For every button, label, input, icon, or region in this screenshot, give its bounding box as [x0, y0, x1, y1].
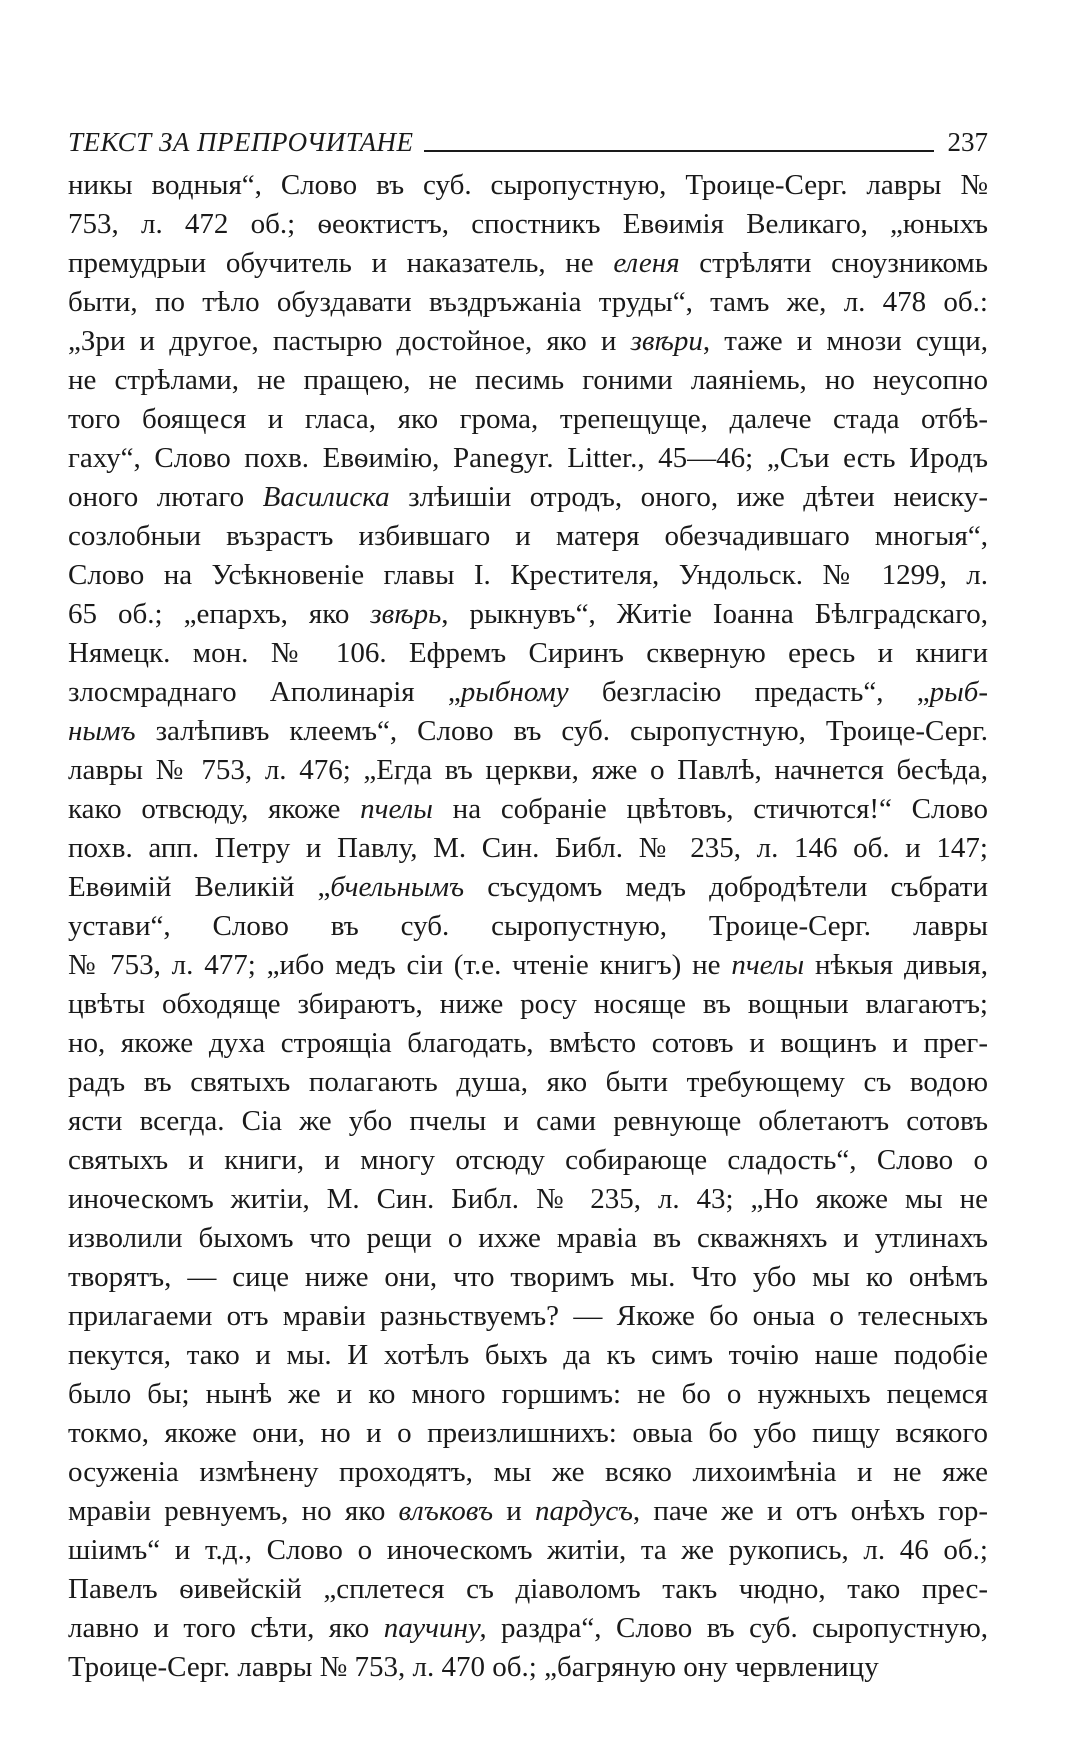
italic-word: Василиска	[262, 481, 390, 513]
text-segment: быти, по тѣло обуздавати въздръжаніа труды“, тамъ же, л. 478 об.:	[68, 286, 988, 318]
text-line	[68, 400, 988, 439]
text-line	[68, 244, 988, 283]
text-segment: 753, л. 472 об.; ѳеоктистъ, спостникъ Евѳимія Великаго, „юныхъ	[68, 208, 988, 240]
text-line	[68, 790, 988, 829]
text-segment: како отвсюду, якоже	[68, 793, 361, 825]
text-segment: Троице-Серг. лавры № 753, л. 470 об.; „багряную ону червленицу	[68, 1651, 879, 1683]
text-line	[68, 1492, 988, 1531]
text-line	[68, 322, 988, 361]
text-segment: 65 об.; „епархъ, яко	[68, 598, 371, 630]
body-text	[68, 166, 988, 1687]
text-segment: , таже и мнози сущи,	[702, 325, 988, 357]
running-title: ТЕКСТ ЗА ПРЕПРОЧИТАНЕ	[68, 127, 414, 157]
text-segment: безгласію предасть“, „	[568, 676, 930, 708]
running-header	[68, 116, 988, 158]
page-number: 237	[947, 127, 988, 157]
text-line	[68, 1609, 988, 1648]
text-line	[68, 1570, 988, 1609]
text-segment: не стрѣлами, не пращею, не песимь гоними лаяніемь, но неусопно	[68, 364, 988, 396]
text-segment: прилагаеми отъ мравіи разньствуемъ? — Якоже бо оныа о телесныхъ	[68, 1300, 988, 1332]
text-segment: ясти всегда. Сіа же убо пчелы и сами ревнующе облетаютъ сотовъ	[68, 1105, 988, 1137]
text-line	[68, 1531, 988, 1570]
text-segment: иноческомъ житіи, М. Син. Библ. № 235, л. 43; „Но якоже мы не	[68, 1183, 988, 1215]
italic-word: звѣри	[630, 325, 703, 357]
text-segment: злѣишіи отродъ, оного, иже дѣтеи неиску-	[389, 481, 988, 513]
text-line	[68, 1024, 988, 1063]
italic-word: еленя	[613, 247, 680, 279]
text-segment: токмо, якоже они, но и о преизлишнихъ: овыа бо убо пищу всякого	[68, 1417, 988, 1449]
text-segment: № 753, л. 477; „ибо медъ сіи (т.е. чтеніе книгъ) не	[68, 949, 732, 981]
text-segment: но, якоже духа строящіа благодать, вмѣсто сотовъ и вощинъ и прег-	[68, 1027, 988, 1059]
text-segment: лавно и того сѣти, яко	[68, 1612, 384, 1644]
text-line	[68, 595, 988, 634]
text-line	[68, 634, 988, 673]
text-line	[68, 1180, 988, 1219]
text-line	[68, 361, 988, 400]
text-segment: шіимъ“ и т.д., Слово о иноческомъ житіи, та же рукопись, л. 46 об.;	[68, 1534, 988, 1566]
text-line	[68, 478, 988, 517]
text-line	[68, 517, 988, 556]
text-segment: , паче же и отъ онѣхъ гор-	[632, 1495, 988, 1527]
text-segment: Павелъ ѳивейскій „сплетеся съ діаволомъ такъ чюдно, тако прес-	[68, 1573, 988, 1605]
text-segment: стрѣляти сноузникомь	[679, 247, 988, 279]
text-line	[68, 985, 988, 1024]
text-segment: мравіи ревнуемъ, но яко	[68, 1495, 399, 1527]
text-line	[68, 1063, 988, 1102]
text-line	[68, 751, 988, 790]
text-line	[68, 907, 988, 946]
text-segment: того боящеся и гласа, яко грома, трепещуще, далече стада отбѣ-	[68, 403, 988, 435]
text-line	[68, 946, 988, 985]
text-segment: залѣпивъ клеемъ“, Слово въ суб. сыропустную, Троице-Серг.	[135, 715, 988, 747]
text-segment: устави“, Слово въ суб. сыропустную, Троице-Серг. лавры	[68, 910, 988, 942]
text-line	[68, 829, 988, 868]
text-segment: съсудомъ медъ добродѣтели събрати	[464, 871, 988, 903]
text-line	[68, 439, 988, 478]
text-segment: изволили быхомъ что рещи о ихже мравіа въ скважняхъ и утлинахъ	[68, 1222, 988, 1254]
text-line	[68, 1219, 988, 1258]
text-line	[68, 1297, 988, 1336]
text-segment: осуженіа измѣнену проходятъ, мы же всяко лихоимѣніа и не яже	[68, 1456, 988, 1488]
text-line	[68, 1414, 988, 1453]
text-line	[68, 868, 988, 907]
italic-word: пчелы	[360, 793, 433, 825]
text-segment: пекутся, тако и мы. И хотѣлъ быхъ да къ симъ точію наше подобіе	[68, 1339, 988, 1371]
italic-word: влъковъ	[398, 1495, 494, 1527]
text-line	[68, 283, 988, 322]
text-segment: , рыкнувъ“, Житіе Іоанна Бѣлградскаго,	[441, 598, 988, 630]
text-line	[68, 673, 988, 712]
text-line	[68, 1336, 988, 1375]
italic-word: пчелы	[731, 949, 805, 981]
text-line	[68, 205, 988, 244]
text-segment: и	[493, 1495, 536, 1527]
italic-word: рыбному	[460, 676, 569, 708]
italic-word: паучину,	[383, 1612, 487, 1644]
italic-word: бчельнымъ	[330, 871, 465, 903]
text-segment: радъ въ святыхъ полагають душа, яко быти требующему съ водою	[68, 1066, 988, 1098]
text-segment: злосмраднаго Аполинарія „	[68, 676, 461, 708]
text-segment: раздра“, Слово въ суб. сыропустную,	[486, 1612, 988, 1644]
text-line	[68, 1375, 988, 1414]
text-line	[68, 556, 988, 595]
text-segment: лавры № 753, л. 476; „Егда въ церкви, яже о Павлѣ, начнется бесѣда,	[68, 754, 988, 786]
text-line	[68, 1648, 988, 1687]
text-line	[68, 166, 988, 205]
italic-word: звѣрь	[370, 598, 442, 630]
text-segment: похв. апп. Петру и Павлу, М. Син. Библ. № 235, л. 146 об. и 147;	[68, 832, 988, 864]
italic-word: пардусъ	[535, 1495, 633, 1527]
header-rule	[424, 150, 934, 152]
italic-word: нымъ	[68, 715, 136, 747]
text-line	[68, 1453, 988, 1492]
text-segment: нѣкыя дивыя,	[804, 949, 988, 981]
text-segment: Евѳимій Великій „	[68, 871, 331, 903]
text-segment: гаху“, Слово похв. Евѳимію, Panegyr. Litter., 45—46; „Съи есть Иродъ	[68, 442, 988, 474]
text-segment: Слово на Усѣкновеніе главы І. Крестителя, Ундольск. № 1299, л.	[68, 559, 988, 591]
text-segment: цвѣты обходяще збираютъ, ниже росу носяще въ вощныи влагаютъ;	[68, 988, 988, 1020]
text-segment: никы водныя“, Слово въ суб. сыропустную, Троице-Серг. лавры №	[68, 169, 988, 201]
text-line	[68, 1141, 988, 1180]
text-segment: премудрыи обучитель и наказатель, не	[68, 247, 614, 279]
text-segment: творятъ, — сице ниже они, что творимъ мы. Что убо мы ко онѣмъ	[68, 1261, 988, 1293]
italic-word: рыб-	[929, 676, 989, 708]
text-segment: святыхъ и книги, и многу отсюду собирающе сладость“, Слово о	[68, 1144, 988, 1176]
text-segment: было бы; нынѣ же и ко много горшимъ: не бо о нужныхъ пецемся	[68, 1378, 988, 1410]
text-line	[68, 1258, 988, 1297]
text-segment: Нямецк. мон. № 106. Ефремъ Сиринъ скверную ересь и книги	[68, 637, 988, 669]
text-segment: на собраніе цвѣтовъ, стичются!“ Слово	[432, 793, 988, 825]
text-segment: оного лютаго	[68, 481, 263, 513]
text-segment: „Зри и другое, пастырю достойное, яко и	[68, 325, 631, 357]
text-segment: созлобныи възрастъ избившаго и матеря обезчадившаго многыя“,	[68, 520, 988, 552]
text-line	[68, 712, 988, 751]
text-line	[68, 1102, 988, 1141]
